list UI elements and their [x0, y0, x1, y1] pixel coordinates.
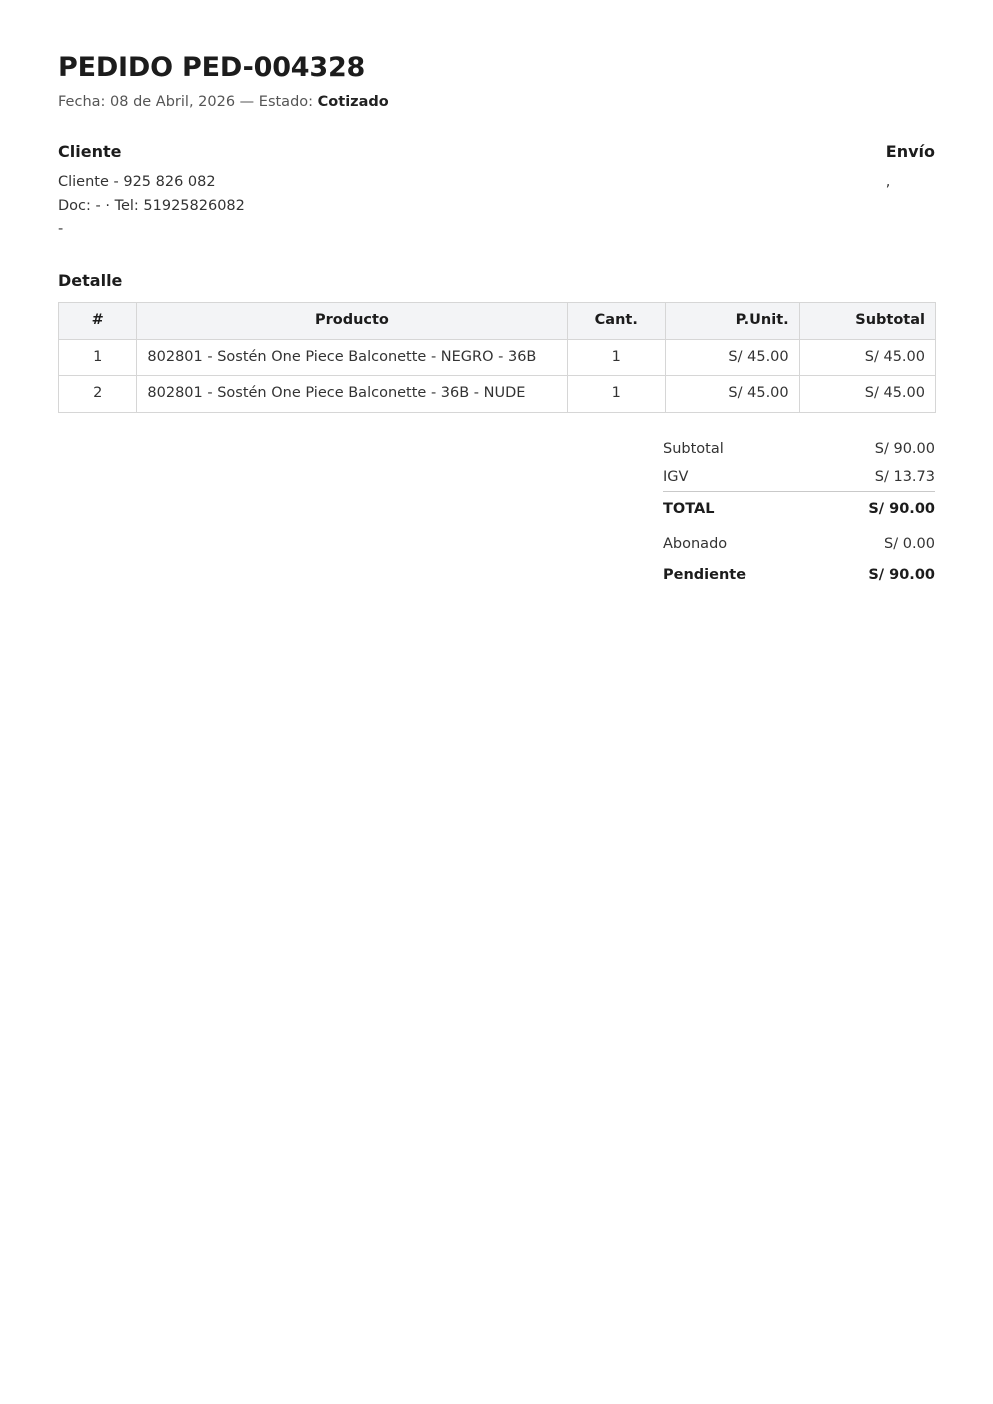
shipping-address: , [885, 174, 891, 191]
items-table-head [59, 302, 936, 339]
customer-block [58, 142, 444, 241]
cell-product: 802801 - Sostén One Piece Balconette - 36B - NUDE [137, 376, 567, 413]
cell-qty: 1 [567, 376, 665, 413]
shipping-heading: Envío [885, 142, 935, 162]
document-meta [58, 94, 935, 110]
totals-igv-value: S/ 13.73 [814, 463, 935, 492]
cell-subtotal: S/ 45.00 [799, 376, 935, 413]
column-header-subtotal: Subtotal [799, 302, 935, 339]
totals-row-subtotal [663, 435, 935, 463]
cell-unit-price: S/ 45.00 [665, 339, 799, 376]
customer-heading: Cliente [58, 142, 122, 162]
cell-index: 1 [59, 339, 137, 376]
customer-name-phone: Cliente - 925 826 082 [58, 174, 216, 191]
column-header-qty: Cant. [567, 302, 665, 339]
totals-paid-value: S/ 0.00 [884, 535, 935, 552]
page-title: PEDIDO PED-004328 [58, 52, 366, 83]
shipping-block [444, 142, 935, 241]
cell-product: 802801 - Sostén One Piece Balconette - NEGRO - 36B [137, 339, 567, 376]
column-header-unit-price: P.Unit. [665, 302, 799, 339]
totals-table [663, 435, 935, 592]
items-table [58, 302, 936, 413]
totals-igv-label: IGV [663, 463, 814, 492]
customer-address: - [58, 220, 64, 237]
totals-section [58, 435, 935, 592]
cell-subtotal: S/ 45.00 [799, 339, 935, 376]
totals-row-paid [663, 526, 935, 558]
column-header-index: # [59, 302, 137, 339]
document-date-state-label: Fecha: 08 de Abril, 2026 — Estado: [58, 94, 314, 111]
table-row [59, 376, 936, 413]
column-header-product: Producto [137, 302, 567, 339]
cell-qty: 1 [567, 339, 665, 376]
totals-subtotal-label: Subtotal [663, 440, 724, 457]
totals-row-pending [663, 558, 935, 592]
totals-total-label: TOTAL [663, 500, 715, 517]
totals-subtotal-value: S/ 90.00 [874, 440, 935, 457]
totals-row-total [663, 491, 935, 526]
table-row [59, 339, 936, 376]
customer-doc-tel: Doc: - · Tel: 51925826082 [58, 197, 245, 214]
totals-pending-label: Pendiente [663, 566, 747, 583]
items-table-body [59, 339, 936, 412]
items-header-row [59, 302, 936, 339]
status-badge: Cotizado [317, 94, 389, 111]
cell-index: 2 [59, 376, 137, 413]
cell-unit-price: S/ 45.00 [665, 376, 799, 413]
info-columns [58, 142, 935, 241]
totals-row-igv [663, 463, 935, 492]
document-page [0, 0, 993, 592]
totals-paid-label: Abonado [663, 535, 728, 552]
totals-total-value: S/ 90.00 [868, 500, 935, 517]
detail-heading: Detalle [58, 270, 123, 290]
totals-pending-value: S/ 90.00 [868, 566, 935, 583]
